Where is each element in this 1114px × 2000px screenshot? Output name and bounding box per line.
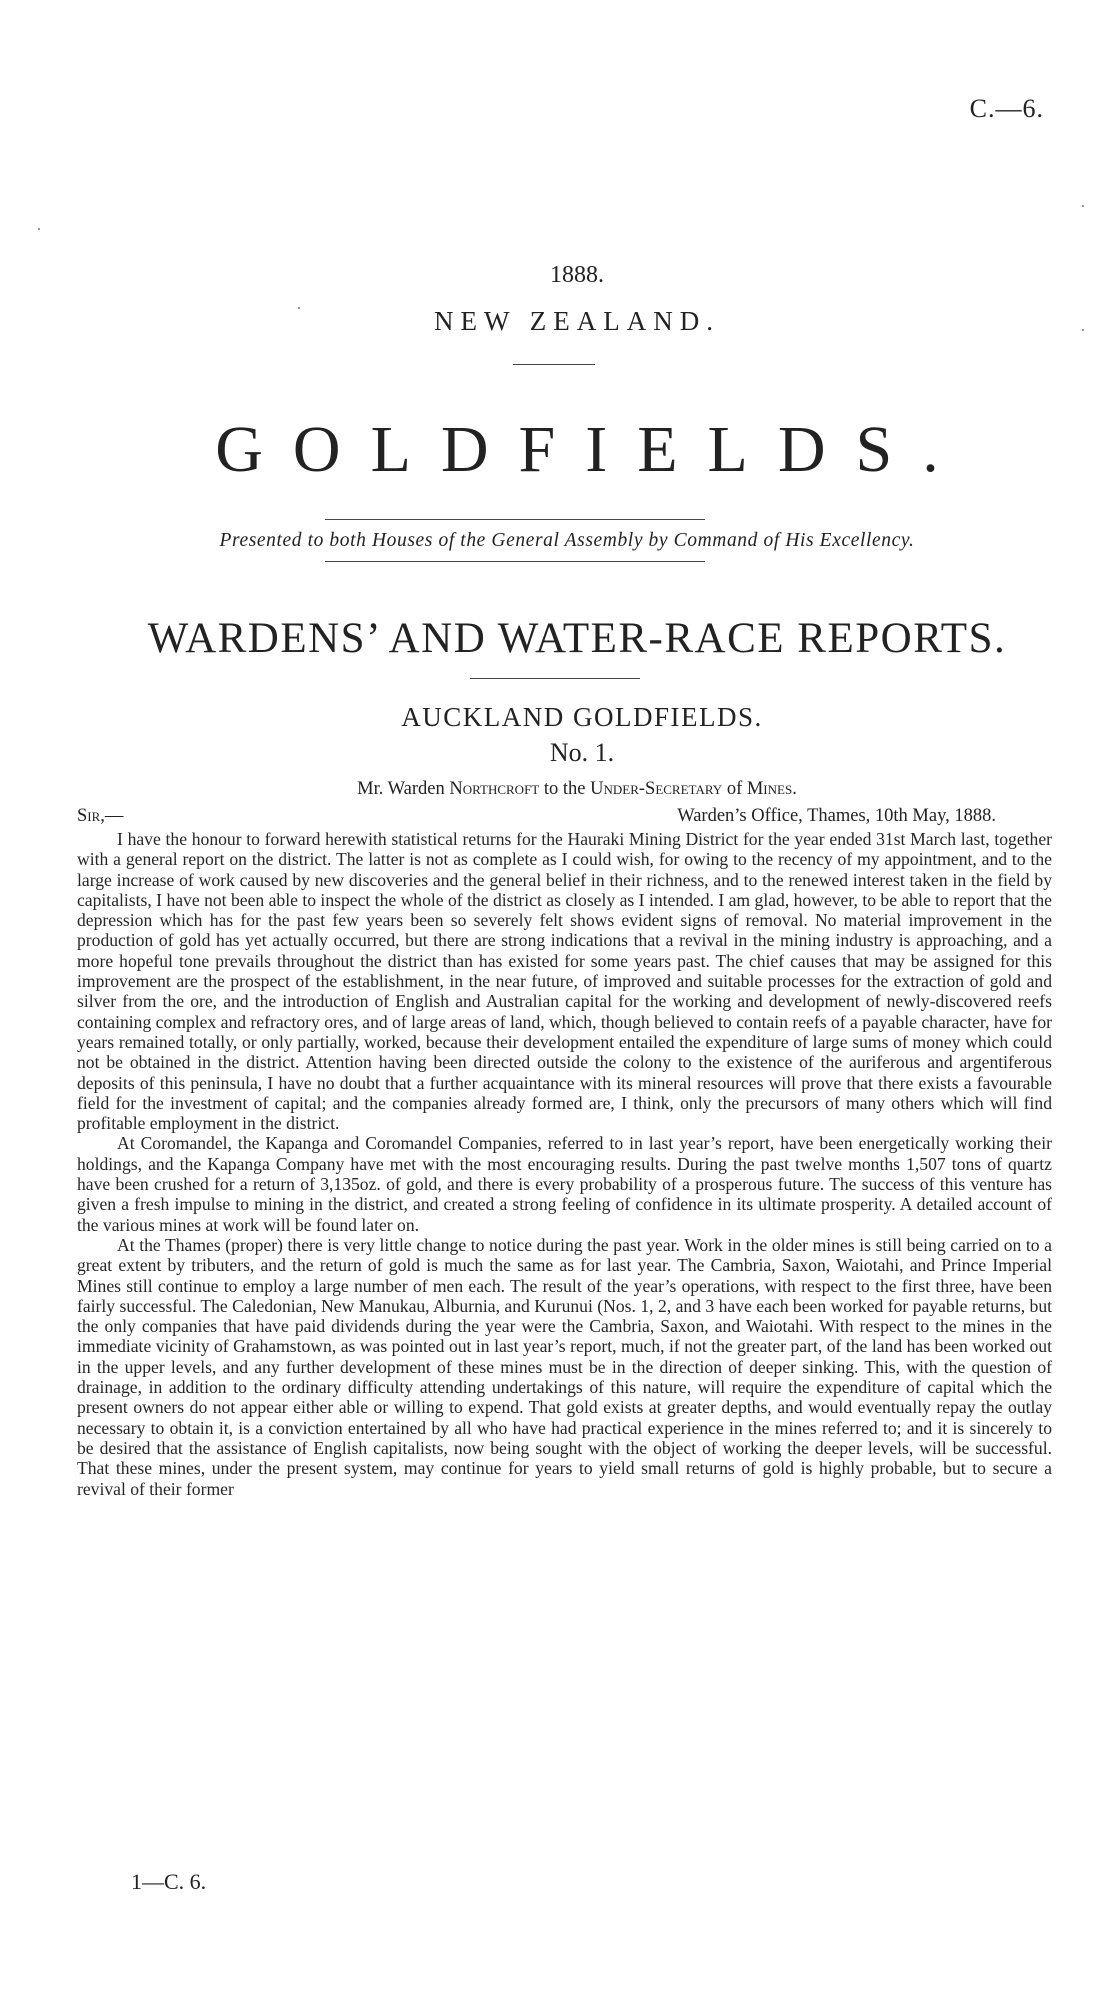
addressee-prefix: Mr. Warden [357, 779, 445, 799]
report-year: 1888. [550, 262, 604, 288]
page-footer-code: 1—C. 6. [131, 1869, 207, 1894]
office-and-date: Warden’s Office, Thames, 10th May, 1888. [677, 806, 996, 826]
report-number: No. 1. [549, 738, 615, 767]
divider-rule [325, 519, 705, 520]
body-paragraph: At the Thames (proper) there is very little change to notice during the past year. Work in the older mines is still being carried on to a great extent by tributers, and the return of gold is much the same as for last year. The Cambria, Saxon, Waiotahi, and Prince Imperial Mines still continue to employ a large number of men each. The result of the year’s operations, with respect to the first three, have been fairly successful. The Caledonian, New Manukau, Alburnia, and Kurunui (Nos. 1, 2, and 3 have each been worked for payable returns, but the only companies that have paid dividends during the year were the Cambria, Saxon, and Waiotahi. With respect to the mines in the immediate vicinity of Grahamstown, as was pointed out in last year’s report, much, if not the greater part, of the land has been worked out in the upper levels, and any further development of these mines must be in the direction of deeper sinking. This, with the question of drainage, in addition to the ordinary difficulty attending undertakings of this nature, will require the expenditure of capital which the present owners do not appear either able or willing to expend. That gold exists at greater depths, and would eventually repay the outlay necessary to obtain it, is a conviction entertained by all who have had practical experience in the mines referred to; and it is sincerely to be desired that the assistance of English capitalists, now being sought with the object of working the deeper levels, will be successful. That these mines, under the present system, may continue for years to yield small returns of gold is highly probable, but to secure a revival of their former [77, 1234, 1052, 1499]
paper-speck [1082, 329, 1084, 331]
recipient-title: Under-Secretary [590, 779, 723, 799]
divider-rule [470, 678, 640, 679]
addressee-of: of [726, 779, 743, 799]
divider-rule [325, 561, 705, 562]
paper-speck [38, 228, 40, 230]
main-title: GOLDFIELDS. [215, 413, 969, 486]
body-paragraph: At Coromandel, the Kapanga and Coromandel Companies, referred to in last year’s report, have been energetically working their holdings, and the Kapanga Company have met with the most encouraging results. During the past twelve months 1,507 tons of quartz have been crushed for a return of 3,135oz. of gold, and there is every probability of a prosperous future. The success of this venture has given a fresh impulse to mining in the district, and created a strong feeling of confidence in its ultimate prosperity. A detailed account of the various mines at work will be found later on. [77, 1133, 1052, 1235]
addressee-to: to the [543, 779, 586, 799]
section-title: WARDENS’ AND WATER-RACE REPORTS. [147, 615, 1007, 662]
body-paragraph: I have the honour to forward herewith statistical returns for the Hauraki Mining District for the year ended 31st March last, together with a general report on the district. The latter is not as complete as I could wish, for owing to the recency of my appointment, and to the large increase of work caused by new discoveries and the general belief in their richness, and to the renewed interest taken in the field by capitalists, I have not been able to inspect the whole of the district as closely as I intended. I am glad, however, to be able to report that the depression which has for the past few years been so severely felt shows evident signs of removal. No material improvement in the production of gold has yet actually occurred, but there are strong indications that a revival in the mining industry is approaching, and a more hopeful tone prevails throughout the district than has existed for some years past. The chief causes that may be assigned for this improvement are the prospect of the establishment, in the near future, of improved and suitable processes for the extraction of gold and silver from the ore, and the introduction of English and Australian capital for the working and development of newly-discovered reefs containing complex and refractory ores, and of large areas of land, which, though believed to contain reefs of a payable character, have for years remained totally, or only partially, worked, because their development entailed the expenditure of large sums of money which could not be obtained in the district. Attention having been directed outside the colony to the existence of the auriferous and argentiferous deposits of this peninsula, I have no doubt that a further acquaintance with its mineral resources will prove that there exists a favourable field for the investment of capital; and the companies already formed are, I think, only the precursors of many others which will find profitable employment in the district. [77, 829, 1053, 1134]
paper-speck [1082, 205, 1084, 207]
report-body [77, 829, 1052, 1499]
divider-rule [513, 364, 595, 365]
presented-line: Presented to both Houses of the General Assembly by Command of His Excellency. [219, 530, 915, 551]
region-heading: AUCKLAND GOLDFIELDS. [401, 702, 763, 732]
recipient-department: Mines. [746, 779, 797, 799]
paper-speck [298, 307, 300, 309]
addressee-line [0, 779, 1114, 800]
country-heading: NEW ZEALAND. [434, 306, 720, 336]
salutation: Sir,— [77, 806, 124, 826]
warden-name: Northcroft [449, 779, 540, 799]
document-code: C.—6. [969, 94, 1044, 123]
